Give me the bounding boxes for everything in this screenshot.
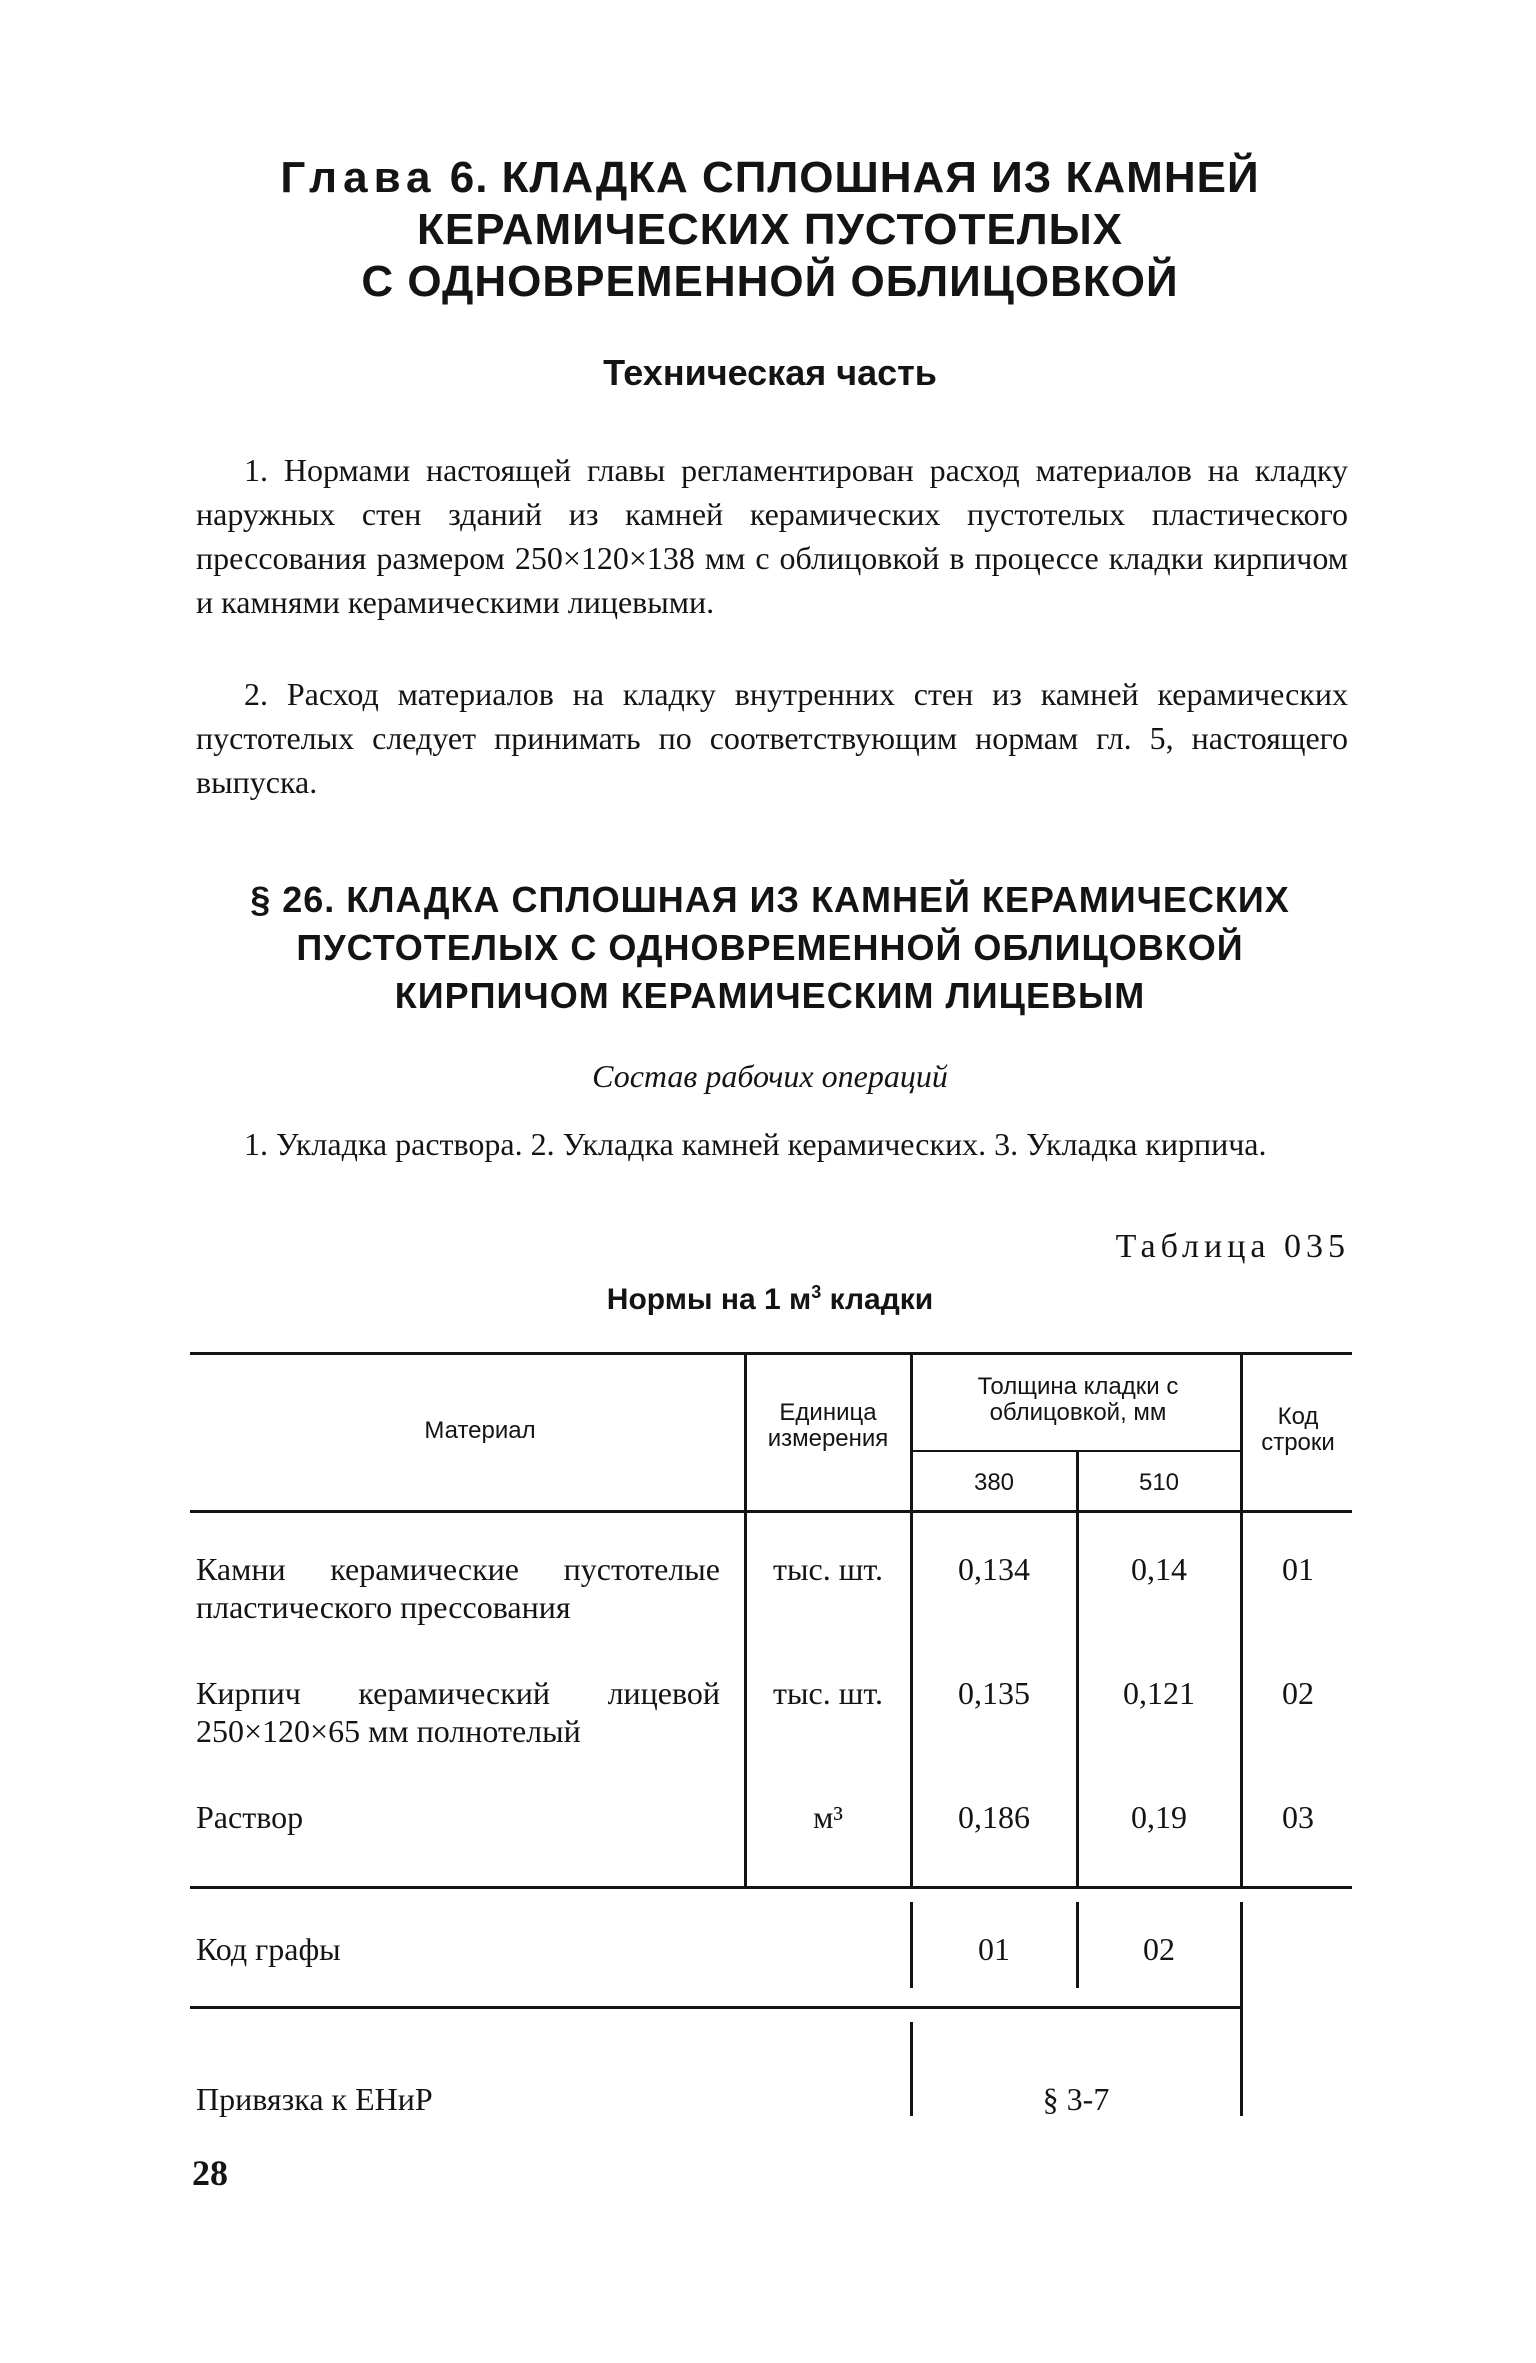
subhead-sup: 3: [811, 1282, 822, 1302]
technical-paragraph-1: [196, 448, 1348, 624]
paragraph-title-line1: § 26. КЛАДКА СПЛОШНАЯ ИЗ КАМНЕЙ КЕРАМИЧЕСКИХ: [250, 879, 1290, 920]
column-codes-label: Код графы: [196, 1931, 341, 1967]
table-subhead: [190, 1282, 1350, 1317]
subhead-text: Нормы на 1 м: [606, 1283, 812, 1316]
row-3-code: 03: [1282, 1799, 1314, 1835]
header-code: Код строки: [1261, 1403, 1335, 1456]
paragraph-text: 1. Укладка раствора. 2. Укладка камней керамических. 3. Укладка кирпича.: [244, 1126, 1267, 1162]
paragraph-title: [190, 876, 1350, 1020]
paragraph-text: 1. Нормами настоящей главы регламентирован расход материалов на кладку наружных стен зданий из камней керамических пустотелых пластического прессования размером 250×120×138 мм с облицовкой в процессе кладки кирпичом и камнями керамическими лицевыми.: [196, 452, 1348, 620]
column-code-2: 02: [1143, 1931, 1175, 1967]
chapter-prefix: Глава: [280, 153, 437, 202]
column-code-1: 01: [978, 1931, 1010, 1967]
row-2-380: 0,135: [958, 1675, 1030, 1711]
row-3-material: Раствор: [196, 1799, 304, 1835]
table-label: Таблица 035: [1115, 1228, 1350, 1265]
row-1-unit: тыс. шт.: [773, 1551, 883, 1587]
paragraph-text: 2. Расход материалов на кладку внутренних стен из камней керамических пустотелых следует принимать по соответствующим нормам гл. 5, настоящего выпуска.: [196, 676, 1348, 800]
row-2-510: 0,121: [1123, 1675, 1195, 1711]
operations-text: [196, 1122, 1348, 1166]
paragraph-title-line3: КИРПИЧОМ КЕРАМИЧЕСКИМ ЛИЦЕВЫМ: [394, 975, 1146, 1016]
chapter-title: [190, 152, 1350, 308]
table-sub-rule: [912, 1450, 1242, 1452]
header-unit: Единица измерения: [767, 1399, 889, 1452]
table-top-rule: [190, 1352, 1352, 1355]
row-1-380: 0,134: [958, 1551, 1030, 1587]
table-codes-rule: [190, 2006, 1242, 2009]
header-thickness: Толщина кладки с облицовкой, мм: [977, 1373, 1179, 1426]
codes-rule-3: [1240, 1902, 1243, 2116]
table-header-rule: [190, 1510, 1352, 1513]
technical-part-heading: Техническая часть: [603, 352, 937, 393]
row-3-unit: м³: [813, 1799, 843, 1835]
col-rule-1: [744, 1352, 747, 1886]
row-1-code: 01: [1282, 1551, 1314, 1587]
paragraph-title-line2: ПУСТОТЕЛЫХ С ОДНОВРЕМЕННОЙ ОБЛИЦОВКОЙ: [296, 927, 1244, 968]
row-3-510: 0,19: [1131, 1799, 1187, 1835]
subhead-suffix: кладки: [821, 1283, 934, 1316]
page-number: 28: [192, 2153, 228, 2193]
row-1-material: Камни керамические пустотелые пластического прессования: [196, 1551, 720, 1625]
enir-value: § 3-7: [1042, 2081, 1110, 2117]
table-body-rule: [190, 1886, 1352, 1889]
row-3-380: 0,186: [958, 1799, 1030, 1835]
header-510: 510: [1138, 1469, 1180, 1496]
row-2-unit: тыс. шт.: [773, 1675, 883, 1711]
col-rule-4: [1240, 1352, 1243, 1886]
chapter-title-line2: КЕРАМИЧЕСКИХ ПУСТОТЕЛЫХ: [416, 205, 1124, 254]
chapter-title-line1: 6. КЛАДКА СПЛОШНАЯ ИЗ КАМНЕЙ: [449, 153, 1260, 202]
technical-paragraph-2: [196, 672, 1348, 804]
header-380: 380: [973, 1469, 1015, 1496]
row-2-code: 02: [1282, 1675, 1314, 1711]
enir-label: Привязка к ЕНиР: [196, 2081, 433, 2117]
chapter-title-line3: С ОДНОВРЕМЕННОЙ ОБЛИЦОВКОЙ: [361, 257, 1179, 306]
operations-heading: Состав рабочих операций: [592, 1058, 948, 1094]
row-1-510: 0,14: [1131, 1551, 1187, 1587]
header-material: Материал: [424, 1417, 536, 1444]
row-2-material: Кирпич керамический лицевой 250×120×65 мм полнотелый: [196, 1675, 720, 1749]
